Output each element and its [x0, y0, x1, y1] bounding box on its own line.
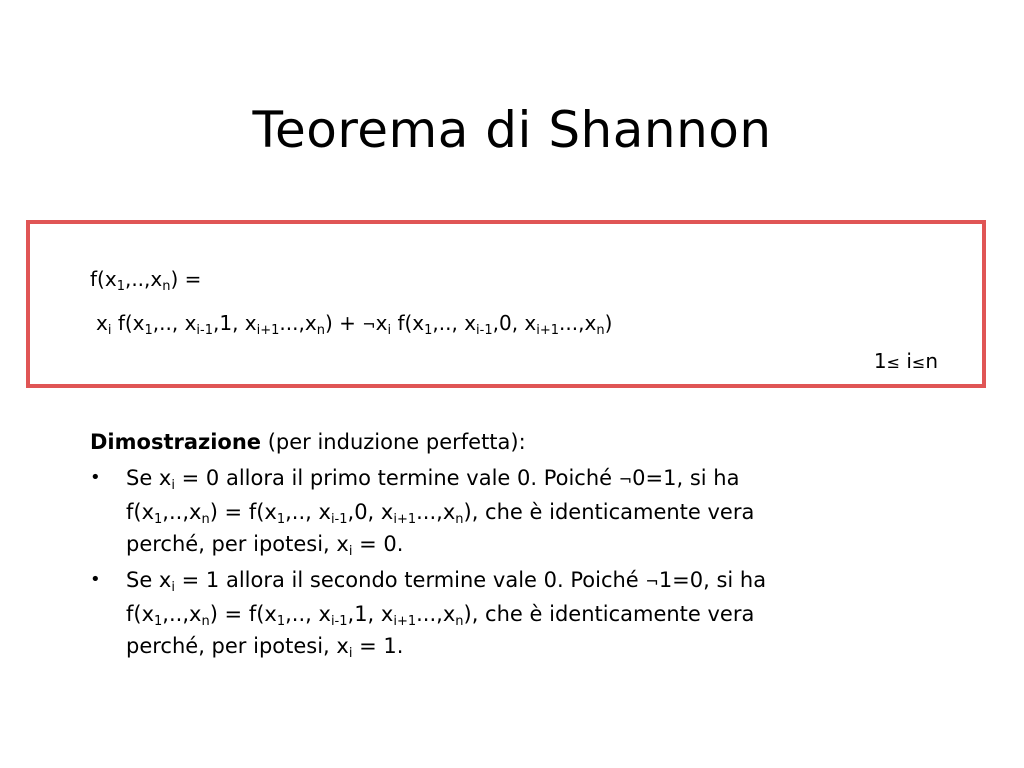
bullet-dot-icon: • — [90, 569, 101, 590]
bullet-line — [126, 598, 920, 630]
bullet-subscript: i — [171, 478, 175, 493]
bullet-subscript: i — [171, 580, 175, 595]
formula-text: ) — [604, 311, 613, 335]
bullet-subscript: n — [201, 614, 210, 629]
formula-text: f(x — [90, 267, 117, 291]
proof-bullet-2 — [90, 564, 920, 662]
bullet-subscript: i-1 — [330, 512, 348, 527]
bullet-text: f(x — [126, 602, 155, 626]
bullet-line — [126, 564, 920, 598]
bullet-text: ,.., x — [285, 500, 331, 524]
bullet-text: ), che è identicamente vera — [463, 602, 755, 626]
bullet-subscript: n — [455, 614, 464, 629]
bullet-line — [126, 496, 920, 528]
proof-section — [90, 426, 920, 662]
bullet-line — [126, 528, 920, 560]
less-equal-symbol: ≤ — [886, 353, 900, 372]
formula-text: ,0, x — [492, 311, 537, 335]
bullet-subscript: i — [348, 544, 353, 559]
formula-text: ,.., x — [432, 311, 477, 335]
formula-text: x — [96, 311, 108, 335]
formula-text: ) + — [324, 311, 363, 335]
bullet-text: ) = f(x — [209, 602, 277, 626]
bullet-text: = 1 allora il secondo termine vale 0. Poiché — [174, 568, 646, 592]
bullet-subscript: 1 — [276, 512, 286, 527]
bullet-text: perché, per ipotesi, x — [126, 634, 349, 658]
bullet-text: perché, per ipotesi, x — [126, 532, 349, 556]
formula-subscript: i — [107, 323, 112, 338]
bullet-subscript: i+1 — [393, 614, 417, 629]
formula-subscript: n — [316, 323, 325, 338]
bullet-subscript: i+1 — [393, 512, 417, 527]
theorem-index-range — [874, 348, 938, 376]
formula-subscript: n — [162, 279, 171, 294]
formula-text: f(x — [391, 311, 425, 335]
bullet-text: ,1, x — [347, 602, 394, 626]
theorem-box — [26, 220, 986, 388]
bullet-subscript: n — [455, 512, 464, 527]
formula-subscript: i — [387, 323, 392, 338]
formula-text: ...,x — [559, 311, 597, 335]
bullet-line — [126, 630, 920, 662]
bullet-text: = 0 allora il primo termine vale 0. Poiché — [174, 466, 619, 490]
proof-heading — [90, 426, 920, 458]
formula-text: ,.., x — [152, 311, 197, 335]
bullet-text: = 0. — [352, 532, 404, 556]
formula-text: ) = — [170, 267, 202, 291]
bullet-line — [126, 462, 920, 496]
bullet-subscript: 1 — [154, 614, 163, 629]
bullet-subscript: 1 — [276, 614, 286, 629]
bullet-text: ,..,x — [162, 500, 202, 524]
bullet-subscript: 1 — [154, 512, 163, 527]
bullet-text: ), che è identicamente vera — [463, 500, 755, 524]
slide-title: Teorema di Shannon — [252, 101, 772, 159]
formula-subscript: i-1 — [476, 323, 493, 338]
formula-subscript: i-1 — [196, 323, 213, 338]
bullet-dot-icon: • — [90, 467, 101, 488]
negation-symbol: ¬ — [618, 470, 633, 489]
bullet-text: ,0, x — [347, 500, 394, 524]
proof-heading-bold: Dimostrazione — [90, 430, 262, 454]
bullet-text: f(x — [126, 500, 155, 524]
formula-text: f(x — [111, 311, 145, 335]
bullet-text: Se x — [126, 466, 172, 490]
formula-subscript: i+1 — [256, 323, 280, 338]
range-text: n — [925, 349, 938, 373]
bullet-text: ,.., x — [285, 602, 331, 626]
bullet-subscript: n — [201, 512, 210, 527]
formula-text: ...,x — [279, 311, 317, 335]
theorem-formula-line-1 — [90, 266, 201, 292]
formula-subscript: 1 — [424, 323, 433, 338]
range-text: 1 — [873, 349, 887, 373]
formula-text: x — [375, 311, 388, 335]
bullet-text: Se x — [126, 568, 172, 592]
bullet-text: ) = f(x — [209, 500, 277, 524]
less-equal-symbol: ≤ — [911, 353, 926, 372]
bullet-text: 1=0, si ha — [658, 568, 767, 592]
theorem-formula-line-2 — [96, 310, 612, 338]
formula-subscript: n — [596, 323, 605, 338]
range-text: i — [899, 349, 912, 373]
bullet-text: = 1. — [352, 634, 404, 658]
negation-symbol: ¬ — [362, 315, 376, 334]
bullet-text: ...,x — [416, 500, 456, 524]
bullet-text: ,..,x — [162, 602, 202, 626]
bullet-subscript: i — [348, 646, 353, 661]
bullet-text: ...,x — [416, 602, 456, 626]
bullet-subscript: i-1 — [330, 614, 348, 629]
negation-symbol: ¬ — [645, 572, 659, 591]
formula-text: ,1, x — [213, 311, 257, 335]
formula-subscript: 1 — [144, 323, 153, 338]
formula-text: ,..,x — [124, 267, 163, 291]
formula-subscript: i+1 — [536, 323, 560, 338]
formula-subscript: 1 — [116, 279, 125, 294]
proof-heading-text: (per induzione perfetta): — [261, 430, 526, 454]
proof-bullet-1 — [90, 462, 920, 560]
bullet-text: 0=1, si ha — [632, 466, 740, 490]
